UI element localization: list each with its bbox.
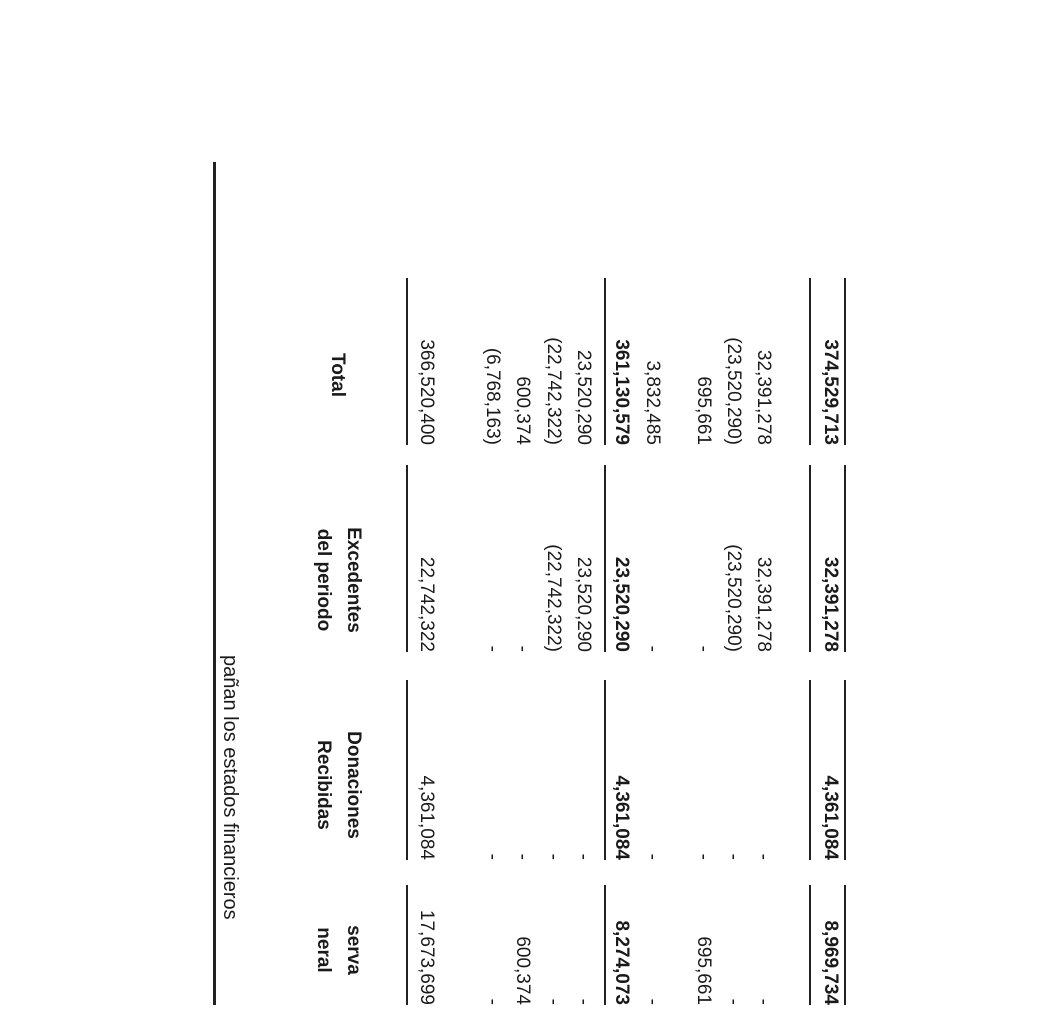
cell-reserva: - xyxy=(573,998,594,1005)
cell-excedentes: - xyxy=(693,645,714,652)
cell-donaciones: - xyxy=(543,853,564,860)
cell-total: 361,130,579 xyxy=(611,339,632,445)
page-frame-line xyxy=(213,162,216,1005)
cell-donaciones: - xyxy=(512,853,533,860)
cell-total: 366,520,400 xyxy=(416,339,437,445)
cell-donaciones: - xyxy=(753,853,774,860)
total-underline xyxy=(844,680,846,860)
column-rule xyxy=(809,465,811,652)
cell-reserva: 17,673,699 xyxy=(416,909,437,1005)
cell-total: 32,391,278 xyxy=(753,349,774,445)
column-rule xyxy=(406,680,408,860)
col-header-donaciones: Donaciones Recibidas xyxy=(313,731,364,839)
total-underline xyxy=(844,885,846,1005)
column-rule xyxy=(604,885,606,1005)
cell-excedentes: 23,520,290 xyxy=(573,556,594,652)
column-rule xyxy=(604,680,606,860)
cell-reserva: 600,374 xyxy=(512,936,533,1005)
cell-excedentes: 32,391,278 xyxy=(753,556,774,652)
cell-reserva: - xyxy=(642,998,663,1005)
cell-reserva: - xyxy=(723,998,744,1005)
cell-total: 3,832,485 xyxy=(642,360,663,445)
col-header-total: Total xyxy=(327,353,348,397)
cell-total: (22,742,322) xyxy=(543,337,564,445)
cell-excedentes: - xyxy=(642,645,663,652)
cell-excedentes: (22,742,322) xyxy=(543,544,564,652)
cell-donaciones: - xyxy=(693,853,714,860)
cell-donaciones: 4,361,084 xyxy=(416,775,437,860)
cell-donaciones: - xyxy=(642,853,663,860)
cell-reserva: - xyxy=(482,998,503,1005)
cell-donaciones: 4,361,084 xyxy=(611,775,632,860)
cell-reserva: - xyxy=(753,998,774,1005)
cell-total: 695,661 xyxy=(693,376,714,445)
column-rule xyxy=(604,278,606,445)
cell-donaciones: - xyxy=(723,853,744,860)
col-header-reserva-general: serva neral xyxy=(313,925,364,975)
cell-reserva: 695,661 xyxy=(693,936,714,1005)
total-underline xyxy=(844,465,846,652)
cell-donaciones: 4,361,084 xyxy=(820,775,841,860)
column-rule xyxy=(809,680,811,860)
column-rule xyxy=(809,885,811,1005)
col-header-excedentes: Excedentes del periodo xyxy=(313,527,364,633)
footnote-text: pañan los estados financieros xyxy=(219,655,241,920)
cell-total: 23,520,290 xyxy=(573,349,594,445)
cell-reserva: 8,969,734 xyxy=(820,920,841,1005)
cell-total: 600,374 xyxy=(512,376,533,445)
column-rule xyxy=(809,278,811,445)
cell-total: (6,768,163) xyxy=(482,347,503,445)
column-rule xyxy=(406,885,408,1005)
cell-excedentes: - xyxy=(512,645,533,652)
cell-total: (23,520,290) xyxy=(723,337,744,445)
total-underline xyxy=(844,278,846,445)
cell-excedentes: 32,391,278 xyxy=(820,556,841,652)
cell-reserva: - xyxy=(543,998,564,1005)
cell-excedentes: (23,520,290) xyxy=(723,544,744,652)
column-rule xyxy=(604,465,606,652)
cell-donaciones: - xyxy=(573,853,594,860)
cell-excedentes: - xyxy=(482,645,503,652)
cell-excedentes: 22,742,322 xyxy=(416,556,437,652)
cell-excedentes: 23,520,290 xyxy=(611,556,632,652)
cell-total: 374,529,713 xyxy=(820,339,841,445)
column-rule xyxy=(406,278,408,445)
cell-donaciones: - xyxy=(482,853,503,860)
cell-reserva: 8,274,073 xyxy=(611,920,632,1005)
column-rule xyxy=(406,465,408,652)
